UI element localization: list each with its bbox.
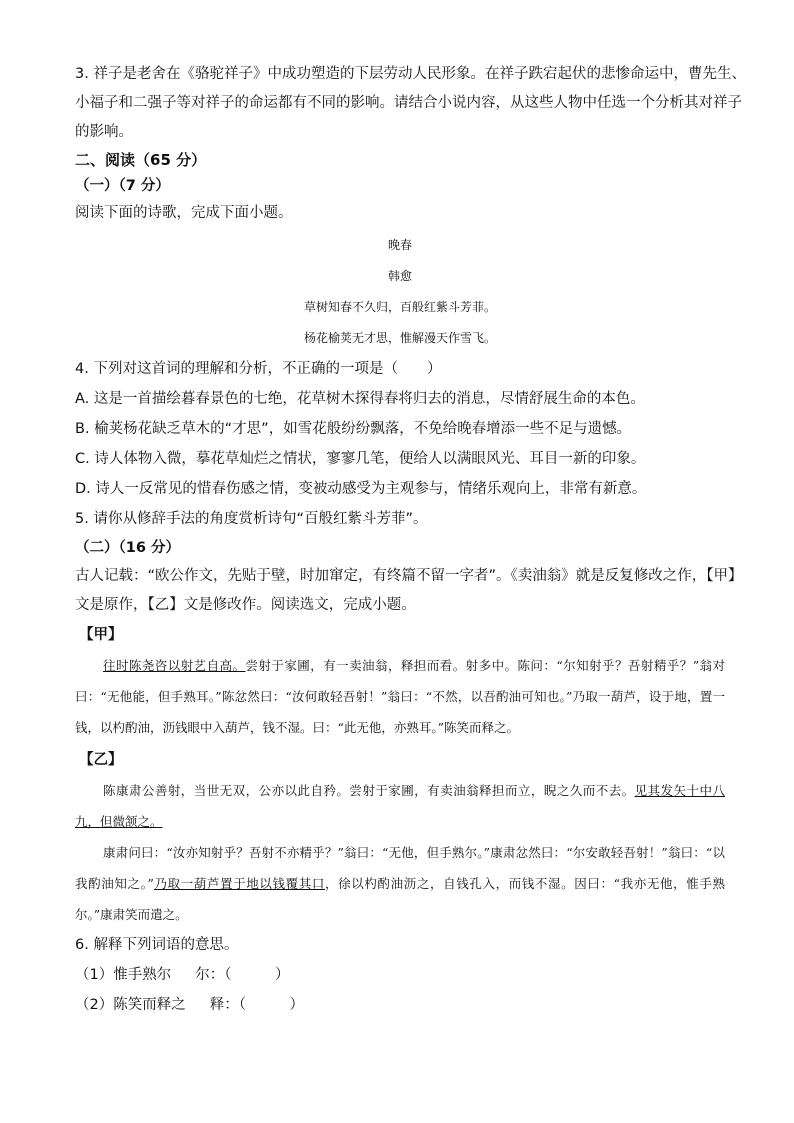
part-2-intro-line-1: 古人记载：“欧公作文，先贴于壁，时加窜定，有终篇不留一字者”。《卖油翁》就是反复修改之作，【甲】 <box>75 568 743 584</box>
q6-item-2-blank[interactable]: 释：（ ） <box>209 997 304 1013</box>
q4-option-b: B. 榆荚杨花缺乏草木的“才思”，如雪花般纷纷飘落，不免给晚春增添一些不足与遗憾。 <box>75 421 632 437</box>
yi-p1-text: 陈康肃公善射，当世无双，公亦以此自矜。尝射于家圃，有卖油翁释担而立，睨之久而不去。 <box>103 783 635 798</box>
q3-line-3: 的影响。 <box>75 124 133 140</box>
q6-item-1-phrase: （1）惟手熟尔 <box>75 967 172 983</box>
question-3 <box>75 60 746 147</box>
part-1-title: （一）（7 分） <box>75 178 170 194</box>
section-2-title: 二、阅读（65 分） <box>75 151 207 169</box>
yi-p1-underlined: 见其发矢十中八九，但微颔之。 <box>75 783 725 829</box>
part-1-instruction: 阅读下面的诗歌，完成下面小题。 <box>75 205 293 221</box>
q6-stem: 6. 解释下列词语的意思。 <box>75 937 239 953</box>
q4-stem: 4. 下列对这首词的理解和分析，不正确的一项是（ ） <box>75 361 442 377</box>
jia-label: 【甲】 <box>79 627 123 643</box>
q4-option-a: A. 这是一首描绘暮春景色的七绝，花草树木探得春将归去的消息，尽情舒展生命的本色。 <box>75 391 645 407</box>
poem-line-2: 杨花榆荚无才思，惟解漫天作雪飞。 <box>303 331 496 345</box>
poem-author: 韩愈 <box>387 269 412 283</box>
question-4 <box>75 354 725 504</box>
jia-text: 尝射于家圃，有一卖油翁，释担而看。射多中。陈问：“尔知射乎？吾射精乎？”翁对曰：“无他能，但手熟耳。”陈忿然曰：“汝何敢轻吾射！”翁曰：“不然，以吾酌油可知也。”乃取一葫芦，设于地，置一钱，以杓酌油，沥钱眼中入葫芦，钱不湿。曰：“此无他，亦熟耳。”陈笑而释之。 <box>75 658 725 735</box>
q4-option-d: D. 诗人一反常见的惜春伤感之情，变被动感受为主观参与，情绪乐观向上，非常有新意。 <box>75 481 647 497</box>
yi-paragraph-1 <box>75 775 725 837</box>
question-6 <box>75 930 725 1020</box>
q3-line-1: 3. 祥子是老舍在《骆驼祥子》中成功塑造的下层劳动人民形象。在祥子跌宕起伏的悲惨命运中，曹先生、 <box>75 66 746 82</box>
poem-line-1: 草树知春不久归，百般红紫斗芳菲。 <box>303 300 496 314</box>
q6-item-2-phrase: （2）陈笑而释之 <box>75 997 186 1013</box>
yi-paragraph-2 <box>75 837 725 930</box>
jia-underlined-sentence: 往时陈尧咨以射艺自高。 <box>103 658 246 673</box>
yi-passage <box>75 775 725 930</box>
poem-title: 晚春 <box>387 238 412 252</box>
yi-p2-text-a: 康肃问曰：“汝亦知射乎？吾射不亦精乎？”翁曰：“无他，但手熟尔。”康肃忿然曰：“尔安敢轻吾射！”翁曰：“以我酌油知之。” <box>75 845 725 891</box>
jia-passage <box>75 650 725 743</box>
part-2-title: （二）（16 分） <box>75 540 180 556</box>
question-5: 5. 请你从修辞手法的角度赏析诗句“百般红紫斗芳菲”。 <box>75 511 428 527</box>
part-2-intro-line-2: 文是原作，【乙】文是修改作。阅读选文，完成小题。 <box>75 597 416 613</box>
exam-page <box>75 60 746 1020</box>
q4-option-c: C. 诗人体物入微，摹花草灿烂之情状，寥寥几笔，便给人以满眼风光、耳目一新的印象。 <box>75 451 646 467</box>
poem <box>75 230 725 354</box>
yi-p2-text-b: ，徐以杓酌油沥之，自钱孔入，而钱不湿。因曰：“我亦无他，惟手熟尔。”康肃笑而遣之。 <box>75 876 725 922</box>
q6-item-2 <box>75 990 725 1020</box>
yi-p2-underlined: 乃取一葫芦置于地以钱覆其口 <box>153 876 326 891</box>
q3-line-2: 小福子和二强子等对祥子的命运都有不同的影响。请结合小说内容，从这些人物中任选一个分析其对祥子 <box>75 95 742 111</box>
q6-item-1 <box>75 960 725 990</box>
yi-label: 【乙】 <box>79 752 123 768</box>
q6-item-1-blank[interactable]: 尔：（ ） <box>195 967 290 983</box>
